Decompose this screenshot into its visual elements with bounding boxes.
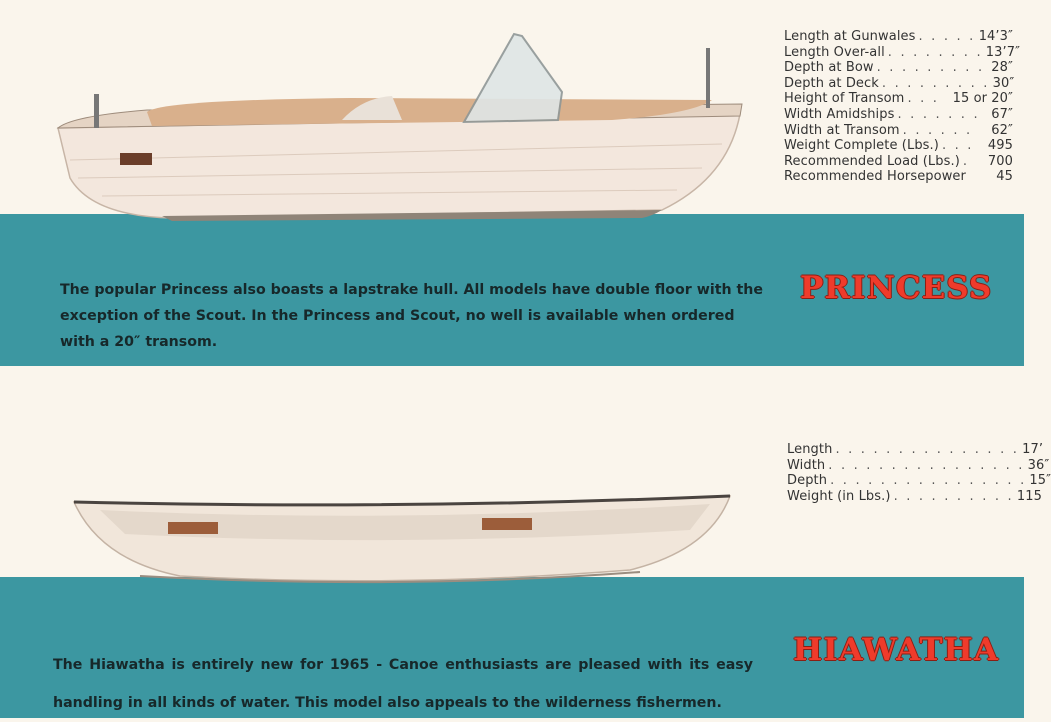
spec-row: Depth . . . . . . . . . . . . . . . . 15″ xyxy=(787,473,1051,489)
spec-row: Weight Complete (Lbs.) . . . 495 xyxy=(784,138,1013,154)
spec-row: Weight (in Lbs.) . . . . . . . . . . 115 xyxy=(787,488,1043,504)
spec-row: Width Amidships . . . . . . . 67″ xyxy=(784,106,1013,122)
hiawatha-description: The Hiawatha is entirely new for 1965 - Canoe enthusiasts are pleased with its easy handling in all kinds of water. This model also appeals to the wilderness fishermen. xyxy=(53,657,753,711)
spec-row: Recommended Load (Lbs.) . 700 xyxy=(784,153,1013,169)
spec-row: Depth at Deck . . . . . . . . . 30″ xyxy=(784,75,1015,91)
spec-row: Height of Transom . . . 15 or 20″ xyxy=(784,91,1013,107)
hiawatha-model-name: HIAWATHA xyxy=(793,632,999,668)
spec-row: Length at Gunwales . . . . . 14’3″ xyxy=(784,29,1013,44)
spec-row: Length Over-all . . . . . . . . 13’7″ xyxy=(784,44,1021,60)
spec-row: Length . . . . . . . . . . . . . . . 17’ xyxy=(787,442,1044,457)
princess-model-name: PRINCESS xyxy=(800,270,993,306)
princess-boat-image xyxy=(52,28,752,226)
spec-row: Width at Transom . . . . . . 62″ xyxy=(784,122,1013,138)
hiawatha-canoe-image xyxy=(70,490,735,585)
princess-specs xyxy=(784,29,1021,185)
hiawatha-specs xyxy=(787,442,1051,504)
spec-row: Width . . . . . . . . . . . . . . . . 36″ xyxy=(787,457,1050,473)
spec-row: Depth at Bow . . . . . . . . . 28″ xyxy=(784,60,1013,76)
spec-row: Recommended Horsepower 45 xyxy=(784,169,1013,185)
princess-description: The popular Princess also boasts a lapstrake hull. All models have double floor with the exception of the Scout. In the Princess and Scout, no well is available when ordered with a 20″ transom. xyxy=(60,282,764,350)
